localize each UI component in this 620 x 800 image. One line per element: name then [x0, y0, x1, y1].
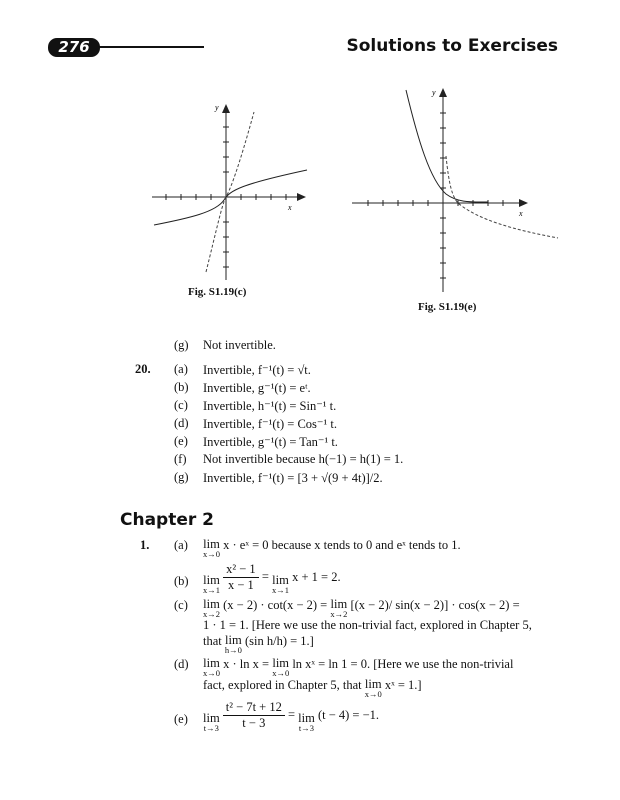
- item-label: (b): [174, 574, 189, 588]
- item-label: (b): [174, 380, 189, 394]
- limit-operator: lim x→2: [330, 597, 348, 619]
- limit-operator: lim x→1: [272, 573, 289, 595]
- item-text: Not invertible because h(−1) = h(1) = 1.: [203, 452, 404, 466]
- chapter-heading: Chapter 2: [120, 510, 215, 530]
- limit-operator: lim x→0: [203, 537, 220, 559]
- ex1-d-line2: fact, explored in Chapter 5, that lim x→0 xˣ = 1.]: [203, 677, 422, 699]
- item-label: (g): [174, 470, 189, 484]
- exercise-20-number: 20.: [135, 362, 151, 376]
- limit-operator: lim x→2: [203, 597, 220, 619]
- item-label: (a): [174, 362, 188, 376]
- item-text: Invertible, g⁻¹(t) = eᵗ.: [203, 381, 311, 395]
- figures: [0, 0, 620, 330]
- item-label: (c): [174, 398, 188, 412]
- ex1-c-line1: lim x→2 (x − 2) · cot(x − 2) = lim x→2 [(x − 2)/ sin(x − 2)] · cos(x − 2) =: [203, 597, 520, 619]
- page-number: 276: [48, 38, 100, 57]
- item-label: (d): [174, 657, 189, 671]
- figure-e-x-label: x: [519, 209, 523, 218]
- limit-operator: lim x→0: [272, 656, 290, 678]
- running-title: Solutions to Exercises: [346, 36, 558, 56]
- exercise-1-number: 1.: [140, 538, 150, 552]
- figure-e-plot: [352, 88, 558, 292]
- figure-c-plot: [152, 103, 307, 280]
- item-text: Invertible, g⁻¹(t) = Tan⁻¹ t.: [203, 435, 338, 449]
- item-label: (g): [174, 338, 189, 352]
- ex1-a-line: lim x→0 x · eˣ = 0 because x tends to 0 and eˣ tends to 1.: [203, 537, 461, 559]
- figure-c-x-label: x: [288, 203, 292, 212]
- item-label: (e): [174, 434, 188, 448]
- ex1-e-line: lim t→3 $\frac{\text{t² − 7t + 12}}{t - 3}$ = lim t→3 (t − 4) = −1.: [203, 700, 380, 733]
- ex1-c-line2: 1 · 1 = 1. [Here we use the non-trivial fact, explored in Chapter 5,: [203, 618, 532, 632]
- item-text: Invertible, f⁻¹(t) = [3 + √(9 + 4t)]/2.: [203, 471, 383, 485]
- limit-operator: lim h→0: [224, 633, 242, 655]
- ex1-c-line3: that lim h→0 (sin h/h) = 1.]: [203, 633, 314, 655]
- limit-operator: lim x→0: [203, 656, 220, 678]
- item-label: (d): [174, 416, 189, 430]
- item-label: (e): [174, 712, 188, 726]
- ex1-b-line: lim x→1 $\frac{\text{x² − 1}}{x - 1}$ = lim x→1 x + 1 = 2.: [203, 562, 341, 595]
- item-label: (f): [174, 452, 187, 466]
- item-label: (a): [174, 538, 188, 552]
- limit-operator: lim t→3: [298, 711, 315, 733]
- item-label: (c): [174, 598, 188, 612]
- fraction: $\frac{\text{x² − 1}}{x - 1}$: [223, 562, 259, 593]
- item-text: Invertible, f⁻¹(t) = √t.: [203, 363, 311, 377]
- fraction: $\frac{\text{t² − 7t + 12}}{t - 3}$: [223, 700, 285, 731]
- figure-c-y-label: y: [215, 103, 219, 112]
- item-text: Not invertible.: [203, 338, 276, 352]
- item-text: Invertible, h⁻¹(t) = Sin⁻¹ t.: [203, 399, 337, 413]
- figure-c-caption: Fig. S1.19(c): [188, 286, 247, 298]
- limit-operator: lim x→0: [364, 677, 382, 699]
- figure-e-y-label: y: [432, 88, 436, 97]
- ex1-d-line1: lim x→0 x · ln x = lim x→0 ln xˣ = ln 1 = 0. [Here we use the non-trivial: [203, 656, 514, 678]
- item-text: Invertible, f⁻¹(t) = Cos⁻¹ t.: [203, 417, 337, 431]
- figure-e-caption: Fig. S1.19(e): [418, 301, 477, 313]
- limit-operator: lim x→1: [203, 573, 220, 595]
- limit-operator: lim t→3: [203, 711, 220, 733]
